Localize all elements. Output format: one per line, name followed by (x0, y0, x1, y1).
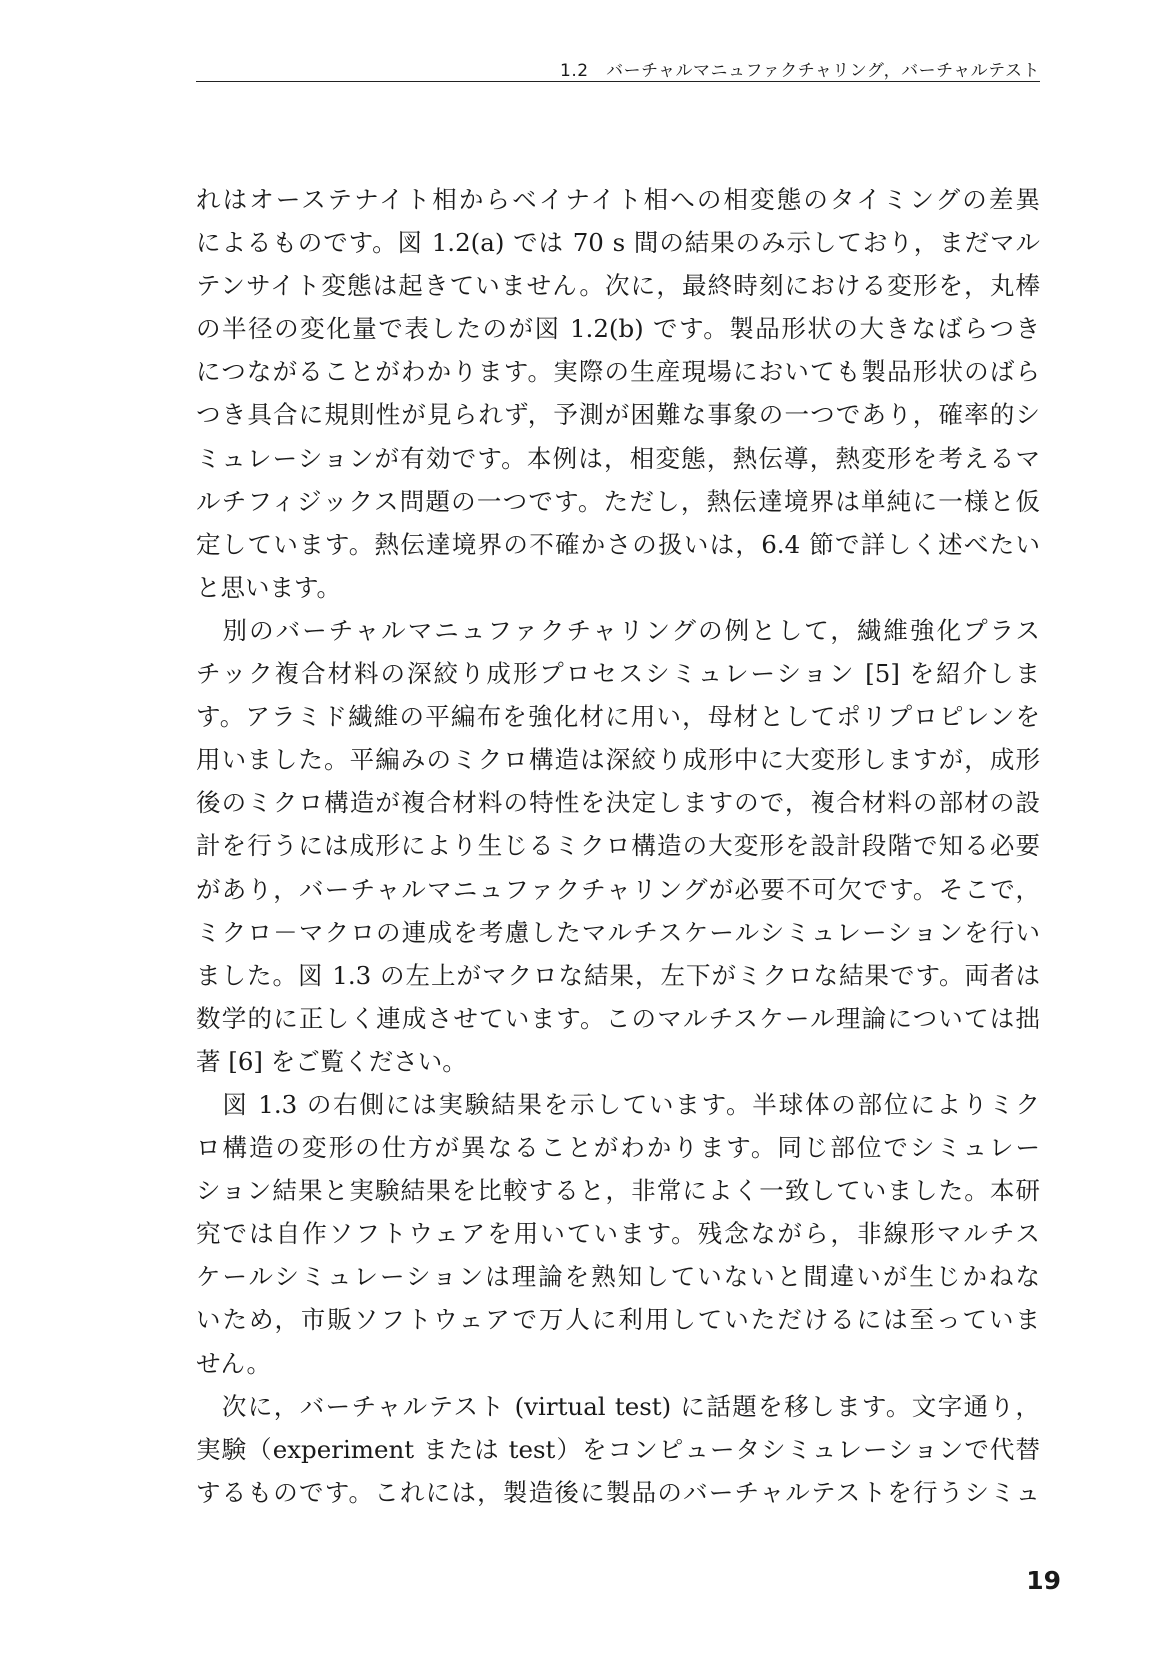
text-line: の半径の変化量で表したのが図 1.2(b) です。製品形状の大きなばらつき (196, 314, 1040, 344)
text-line: 著 [6] をご覧ください。 (196, 1046, 467, 1076)
text-line: 究では自作ソフトウェアを用いています。残念ながら，非線形マルチス (196, 1219, 1040, 1249)
text-line: 用いました。平編みのミクロ構造は深絞り成形中に大変形しますが，成形 (196, 745, 1040, 775)
text-line: つき具合に規則性が見られず，予測が困難な事象の一つであり，確率的シ (196, 400, 1040, 430)
text-line: 計を行うには成形により生じるミクロ構造の大変形を設計段階で知る必要 (196, 831, 1040, 861)
text-line: 図 1.3 の右側には実験結果を示しています。半球体の部位によりミク (196, 1089, 1040, 1119)
text-line: につながることがわかります。実際の生産現場においても製品形状のばら (196, 357, 1040, 387)
text-line: によるものです。図 1.2(a) では 70 s 間の結果のみ示しており，まだマル (196, 228, 1040, 258)
text-line: 定しています。熱伝達境界の不確かさの扱いは，6.4 節で詳しく述べたい (196, 529, 1040, 559)
page-number: 19 (1026, 1566, 1061, 1595)
text-line: 次に，バーチャルテスト (virtual test) に話題を移します。文字通り， (196, 1391, 1040, 1421)
text-line: いため，市販ソフトウェアで万人に利用していただけるには至っていま (196, 1305, 1040, 1335)
text-line: 実験（experiment または test）をコンピュータシミュレーションで代替 (196, 1434, 1040, 1464)
body-text (196, 178, 1040, 1514)
running-header (196, 52, 1040, 82)
text-line: ミクロ－マクロの連成を考慮したマルチスケールシミュレーションを行い (196, 917, 1040, 947)
text-line: 後のミクロ構造が複合材料の特性を決定しますので，複合材料の部材の設 (196, 788, 1040, 818)
text-line: するものです。これには，製造後に製品のバーチャルテストを行うシミュ (196, 1477, 1040, 1507)
text-line: チック複合材料の深絞り成形プロセスシミュレーション [5] を紹介しま (196, 659, 1040, 689)
text-line: ケールシミュレーションは理論を熟知していないと間違いが生じかねな (196, 1262, 1040, 1292)
text-line: があり，バーチャルマニュファクチャリングが必要不可欠です。そこで， (196, 874, 1040, 904)
text-line: テンサイト変態は起きていません。次に，最終時刻における変形を，丸棒 (196, 271, 1040, 301)
running-header-title: 1.2 バーチャルマニュファクチャリング，バーチャルテスト (560, 61, 1040, 81)
text-line: ミュレーションが有効です。本例は，相変態，熱伝導，熱変形を考えるマ (196, 443, 1040, 473)
text-line: 数学的に正しく連成させています。このマルチスケール理論については拙 (196, 1003, 1040, 1033)
text-line: ました。図 1.3 の左上がマクロな結果，左下がミクロな結果です。両者は (196, 960, 1040, 990)
text-line: と思います。 (196, 572, 342, 602)
text-line: 別のバーチャルマニュファクチャリングの例として，繊維強化プラス (196, 615, 1040, 645)
text-line: す。アラミド繊維の平編布を強化材に用い，母材としてポリプロピレンを (196, 702, 1040, 732)
text-line: ルチフィジックス問題の一つです。ただし，熱伝達境界は単純に一様と仮 (196, 486, 1040, 516)
text-line: せん。 (196, 1348, 271, 1378)
text-line: ロ構造の変形の仕方が異なることがわかります。同じ部位でシミュレー (196, 1133, 1040, 1163)
text-line: ション結果と実験結果を比較すると，非常によく一致していました。本研 (196, 1176, 1040, 1206)
text-line: れはオーステナイト相からベイナイト相への相変態のタイミングの差異 (196, 185, 1040, 214)
